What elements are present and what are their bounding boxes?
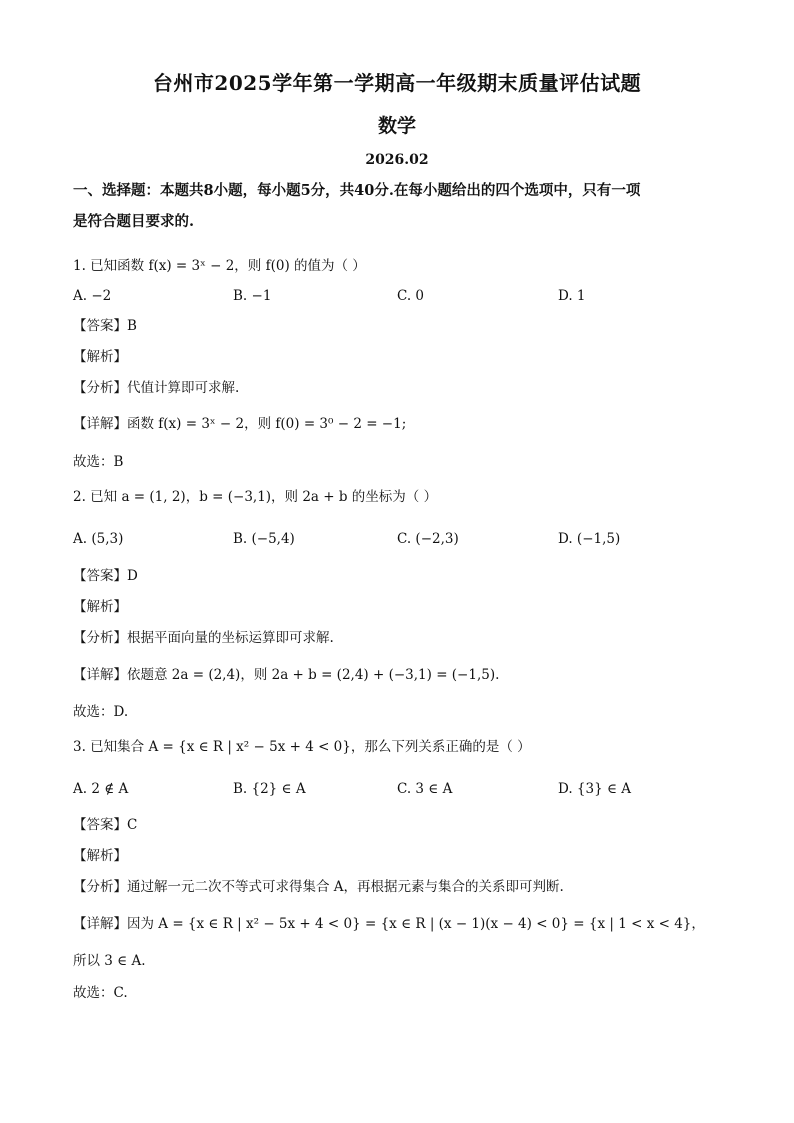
q3-fenxi: 【分析】通过解一元二次不等式可求得集合 A，再根据元素与集合的关系即可判断. <box>73 879 564 895</box>
q3-option-a: A. 2 ∉ A <box>73 781 129 797</box>
q2-analysis-label: 【解析】 <box>73 599 127 615</box>
subject-title: 数学 <box>377 115 416 137</box>
q1-option-b: B. −1 <box>233 288 272 304</box>
q1-option-d: D. 1 <box>558 288 586 304</box>
q1-option-c: C. 0 <box>397 288 425 304</box>
q2-option-c: C. (−2,3) <box>397 531 459 547</box>
q3-option-b: B. {2} ∈ A <box>233 781 306 797</box>
q3-detail-2: 所以 3 ∈ A. <box>73 953 146 969</box>
q2-detail: 【详解】依题意 2a = (2,4)，则 2a + b = (2,4) + (−3,1) = (−1,5). <box>73 667 500 683</box>
q2-option-d: D. (−1,5) <box>558 531 621 547</box>
q3-option-c: C. 3 ∈ A <box>397 781 453 797</box>
q1-option-a: A. −2 <box>73 288 112 304</box>
q3-option-d: D. {3} ∈ A <box>558 781 632 797</box>
section-heading-line-2: 是符合题目要求的. <box>73 213 195 230</box>
section-heading-line-1: 一、选择题：本题共8小题，每小题5分，共40分.在每小题给出的四个选项中，只有一项 <box>73 182 641 199</box>
q3-detail: 【详解】因为 A = {x ∈ R | x² − 5x + 4 < 0} = {x ∈ R | (x − 1)(x − 4) < 0} = {x | 1 < x < 4}， <box>73 916 705 932</box>
q1-analysis-label: 【解析】 <box>73 349 127 365</box>
q1-fenxi: 【分析】代值计算即可求解. <box>73 380 240 396</box>
q1-conclusion: 故选：B <box>73 454 124 470</box>
question-2-stem: 2. 已知 a = (1, 2)，b = (−3,1)，则 2a + b 的坐标为（ ） <box>73 489 438 505</box>
exam-title: 台州市2025学年第一学期高一年级期末质量评估试题 <box>152 71 642 95</box>
q3-analysis-label: 【解析】 <box>73 848 127 864</box>
exam-date: 2026.02 <box>365 152 429 168</box>
q1-answer: 【答案】B <box>73 318 137 334</box>
q3-conclusion: 故选：C. <box>73 985 128 1001</box>
q2-answer: 【答案】D <box>73 568 138 584</box>
q2-fenxi: 【分析】根据平面向量的坐标运算即可求解. <box>73 630 334 646</box>
question-1-stem: 1. 已知函数 f(x) = 3ˣ − 2，则 f(0) 的值为（ ） <box>73 258 366 274</box>
question-3-stem: 3. 已知集合 A = {x ∈ R | x² − 5x + 4 < 0}，那么下列关系正确的是（ ） <box>73 739 531 755</box>
q3-answer: 【答案】C <box>73 817 138 833</box>
q2-conclusion: 故选：D. <box>73 704 129 720</box>
q2-option-a: A. (5,3) <box>73 531 124 547</box>
q2-option-b: B. (−5,4) <box>233 531 295 547</box>
q1-detail: 【详解】函数 f(x) = 3ˣ − 2，则 f(0) = 3⁰ − 2 = −1; <box>73 416 407 432</box>
